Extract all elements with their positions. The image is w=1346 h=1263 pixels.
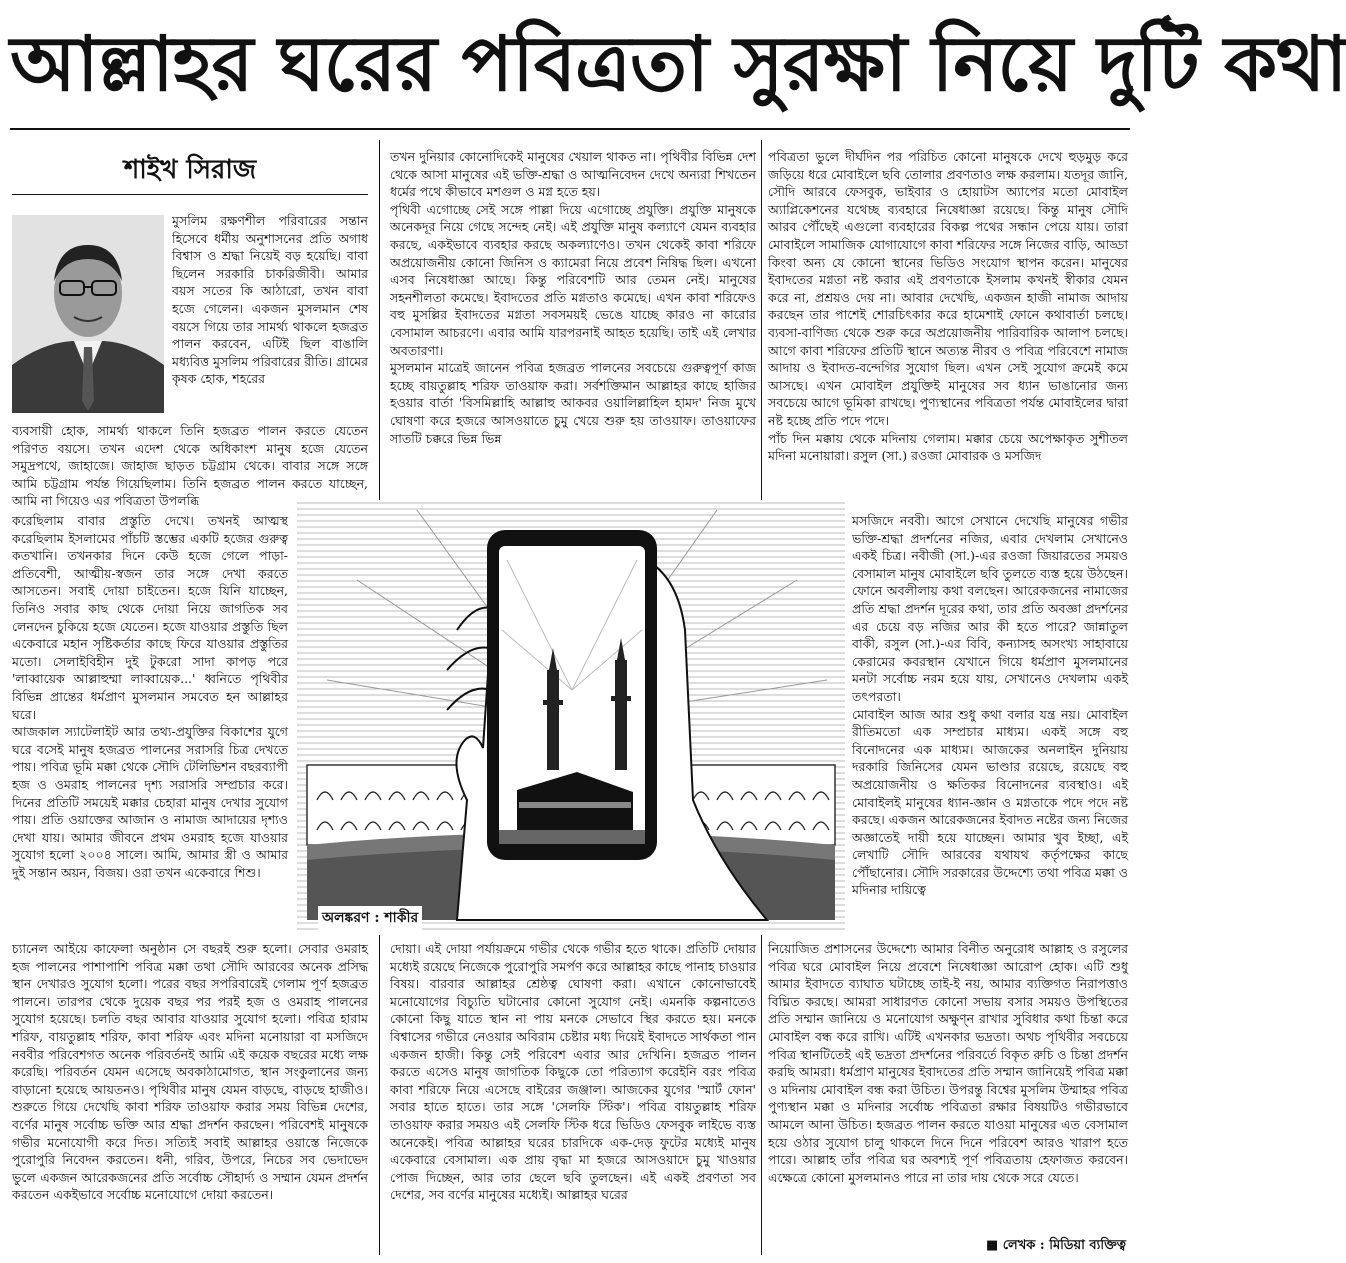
- byline-rule: [12, 194, 368, 195]
- col3-bottom: নিয়োজিত প্রশাসনের উদ্দেশ্যে আমার বিনীত অনুরোধ আল্লাহ ও রসুলের পবিত্র ঘরে মোবাইল নিয়ে প্রবেশে নিষেধাজ্ঞা আরোপ হোক। এটি শুধু আমার ইবাদতে ব্যাঘাত ঘটাচ্ছে তাই-ই নয়, আমার ব্যক্তিগত নিরাপত্তাও বিঘ্নিত করছে। আমরা সাধারণত কোনো সভায় বসার সময়ও উপস্থিতের প্রতি সম্মান জানিয়ে ও মনোযোগ অক্ষুণ্ন রাখার সুবিধার কথা চিন্তা করে মোবাইল বন্ধ করে রাখি। এটিই এখনকার ভদ্রতা। অথচ পৃথিবীর সবচেয়ে পবিত্র স্থানটিতেই এই ভদ্রতা প্রদর্শনের পরিবর্তে বিকৃত রুচি ও চিন্তা প্রদর্শন করছি আমরা। ধর্মপ্রাণ মানুষের ইবাদতের প্রতি সম্মান জানিয়েই পবিত্র মক্কা ও মদিনায় মোবাইল বন্ধ করা উচিত। উপরন্তু বিশ্বের মুসলিম উম্মাহর পবিত্র পুণ্যস্থান মক্কা ও মদিনার সর্বোচ্চ পবিত্রতা রক্ষার বিষয়টিও গভীরভাবে আমলে আনা উচিত। হজব্রত পালন করতে যাওয়া মানুষের এত বেসামাল হয়ে ওঠার সুযোগ চালু থাকলে দিনে দিনে পরিবেশ আরও খারাপ হতে পারে। আল্লাহ তাঁর পবিত্র ঘর অবশ্যই পূর্ণ পবিত্রতায় হেফাজত করবেন। এক্ষেত্রে কোনো মুসলমানও পারে না তার দায় থেকে সরে যেতে।: [768, 941, 1128, 1185]
- author-photo: [12, 215, 164, 413]
- paragraph: করেছিলাম বাবার প্রস্তুতি দেখে। তখনই আত্মস্থ করেছিলাম ইসলামের পাঁচটি স্তম্ভের একটি হজের গুরুত্ব কতখানি। তখনকার দিনে কেউ হজে গেলে পাড়া-প্রতিবেশী, আত্মীয়-স্বজন তার সঙ্গে দেখা করতে আসতেন। সবাই দোয়া চাইতেন। হজে যিনি যাচ্ছেন, তিনিও সবার কাছ থেকে দোয়া নিয়ে জাগতিক সব লেনদেন চুকিয়ে হজে যেতেন। হজে যাওয়ার প্রস্তুতি ছিল একেবারে মহান সৃষ্টিকর্তার কাছে ফিরে যাওয়ার প্রস্তুতির মতো। সেলাইবিহীন দুই টুকরো সাদা কাপড় পরে 'লাব্বায়েক আল্লাহুম্মা লাব্বায়েক...' ধ্বনিতে পৃথিবীর বিভিন্ন প্রান্তের ধর্মপ্রাণ মুসলমান সমবেত হন আল্লাহর ঘরে।: [12, 513, 288, 722]
- byline: শাইখ সিরাজ: [123, 155, 257, 185]
- headline: আল্লাহর ঘরের পবিত্রতা সুরক্ষা নিয়ে দুটি কথা: [10, 19, 1346, 108]
- col2-top: [390, 148, 756, 500]
- paragraph: পৃথিবী এগোচ্ছে সেই সঙ্গে পাল্লা দিয়ে এগোচ্ছে প্রযুক্তি। প্রযুক্তি মানুষকে অনেকদূর নিয়ে গেছে সন্দেহ নেই। এই প্রযুক্তি মানুষ কল্যাণে যেমন ব্যবহার করছে, একইভাবে ব্যবহার করছে অকল্যাণেও। তখন থেকেই কাবা শরিফে অপ্রয়োজনীয় কোনো জিনিস ও ক্যামেরা নিয়ে প্রবেশ নিষিদ্ধ ছিল। এখনো এসব নিষেধাজ্ঞা আছে। কিন্তু পরিবেশটি আর তেমন নেই। মানুষের সহনশীলতা কমেছে। ইবাদতের প্রতি মগ্নতাও কমেছে। এখন কাবা শরিফেও বহু মুসল্লির ইবাদতের মগ্নতা সবসময়ই ভেঙে যাচ্ছে কারও না কারোর বেসামাল আচরণে। এবার আমি যারপরনাই আহত হয়েছি। তাই এই লেখার অবতারণা।: [390, 201, 756, 358]
- headline-rule: [10, 128, 1130, 130]
- paragraph: মসজিদে নববী। আগে সেখানে দেখেছি মানুষের গভীর ভক্তি-শ্রদ্ধা প্রদর্শনের নজির, এবার দেখলাম সেখানেও একই চিত্র। নবীজী (সা.)-এর রওজা জিয়ারতের সময়ও বেসামাল মানুষ মোবাইলে ছবি তুলতে ব্যস্ত হয়ে উঠছেন। ফোনে অবলীলায় কথা বলছেন। আরেকজনের নামাজের প্রতি শ্রদ্ধা প্রদর্শন দূরের কথা, তার প্রতি অবজ্ঞা প্রদর্শনের এর চেয়ে বড় নজির আর কী হতে পারে? জান্নাতুল বাকী, রসুল (সা.)-এর বিবি, কন্যাসহ অসংখ্য সাহাবায়ে কেরামের কবরস্থান যেখানে গিয়ে ধর্মপ্রাণ মুসলমানের মনটা সর্বোচ্চ নরম হয়ে যায়, সেখানেও দেখলাম একই তৎপরতা।: [852, 513, 1128, 704]
- col3-right-of-image: [852, 512, 1128, 932]
- illustration-phone-kaaba: [297, 500, 845, 932]
- column-rule: [379, 935, 380, 1255]
- col1-bottom: চ্যানেল আইয়ে কাফেলা অনুষ্ঠান সে বছরই শুরু হলো। সেবার ওমরাহ হজ পালনের পাশাপাশি পবিত্র মক্কা তথা সৌদি আরবের অনেক প্রসিদ্ধ স্থান দেখারও সুযোগ হলো। পরের বছর সপরিবারেই গেলাম পূর্ণ হজব্রত পালনে। তারপর থেকে দুয়েক বছর পর পরই হজ ও ওমরাহ পালনের সুযোগ হয়েছে। চলতি বছর আবার যাওয়ার সুযোগ হলো। পবিত্র হারাম শরিফ, বায়তুল্লাহ শরিফ, কাবা শরিফ এবং মদিনা মনোয়ারা বা মসজিদে নববীর পরিবেশগত অনেক পরিবর্তনই আমি এই কয়েক বছরের মধ্যে লক্ষ করেছি। পরিবর্তন যেমন এসেছে অবকাঠামোগত, স্থান সংকুলানের জন্য বাড়ানো হয়েছে আয়তনও। পৃথিবীর মানুষ যেমন বাড়ছে, বাড়ছে হাজীও। শুরুতে গিয়ে দেখেছি কাবা শরিফ তাওয়াফ করার সময় বিভিন্ন দেশের, বর্ণের মানুষ সর্বোচ্চ ভক্তি আর শ্রদ্ধা প্রদর্শন করছেন। পরিবেশই মানুষকে গভীর মনোযোগী করে দিত। সত্যিই সবাই আল্লাহর ওয়াস্তে নিজেকে পুরোপুরি নিবেদন করতেন। ধনী, গরিব, উপরে, নিচের সব ভেদাভেদ ভুলে একজন আরেকজনের প্রতি সর্বোচ্চ সৌহার্দ্য ও সম্মান যেমন প্রদর্শন করতেন একইভাবে সর্বোচ্চ মনোযোগে দোয়া করতেন।: [12, 941, 368, 1203]
- illustration-caption: অলঙ্করণ : শাকীর: [318, 906, 422, 930]
- column-rule: [379, 140, 380, 500]
- column-rule: [761, 935, 762, 1255]
- paragraph: মুসলমান মাত্রেই জানেন পবিত্র হজব্রত পালনের সবচেয়ে গুরুত্বপূর্ণ কাজ হচ্ছে বায়তুল্লাহ শরিফ তাওয়াফ করা। সর্বশক্তিমান আল্লাহর কাছে হাজির হওয়ার বার্তা 'বিসমিল্লাহি আল্লাহু আকবর ওয়ালিল্লাহিল হামদ' নিজ মুখে ঘোষণা করে হজরে আসওয়াতে চুমু খেয়ে শুরু হয় তাওয়াফ। তাওয়াফের সাতটি চক্করে ভিন্ন ভিন্ন: [390, 360, 756, 446]
- col1-full-width: ব্যবসায়ী হোক, সামর্থ্য থাকলে তিনি হজব্রত পালন করতে যেতেন পরিণত বয়সে। তখন এদেশ থেকে অধিকাংশ মানুষ হজে যেতেন সমুদ্রপথে, জাহাজে। জাহাজ ছাড়ত চট্টগ্রাম থেকে। বাবার সঙ্গে সঙ্গে আমি চট্টগ্রাম পর্যন্ত গিয়েছিলাম। তিনি হজব্রত পালন করতে যাচ্ছেন, আমি না গিয়েও এর পবিত্রতা উপলব্ধি: [12, 423, 368, 509]
- col1-beside-photo: মুসলিম রক্ষণশীল পরিবারের সন্তান হিসেবে ধর্মীয় অনুশাসনের প্রতি অগাধ বিশ্বাস ও শ্রদ্ধা নিয়েই বড় হয়েছি। বাবা ছিলেন সরকারি চাকরিজীবী। আমার বয়স সতের কি আঠারো, তখন বাবা হজে গেলেন। একজন মুসলমান শেষ বয়সে গিয়ে তার সামর্থ্য থাকলে হজব্রত পালন করবেন, এটিই ছিল বাঙালি মধ্যবিত্ত মুসলিম পরিবারের রীতি। গ্রামের কৃষক হোক, শহরের: [172, 213, 368, 387]
- column-rule: [761, 140, 762, 500]
- col3-top: [768, 148, 1128, 500]
- col2-bottom: দোয়া। এই দোয়া পর্যায়ক্রমে গভীর থেকে গভীর হতে থাকে। প্রতিটি দোয়ার মধ্যেই রয়েছে নিজেকে পুরোপুরি সমর্পণ করে আল্লাহর কাছে পানাহ চাওয়ার বিষয়। বারবার আল্লাহর শ্রেষ্ঠত্ব ঘোষণা করা। এখানে কোনোভাবেই মনোযোগের বিচ্যুতি ঘটানোর কোনো সুযোগ নেই। এমনকি কল্পনাতেও কোনো কিছু যাতে স্থান না পায় মনকে সেভাবে স্থির করতে হয়। মনকে বিশ্বাসের গভীরে নেওয়ার অবিরাম চেষ্টার মধ্য দিয়েই ইবাদতে সার্থকতা পান একজন হাজী। কিন্তু সেই পরিবেশ এবার আর দেখিনি। হজব্রত পালন করতে এসেও মানুষ জাগতিক কিছুকে তো পরিত্যাগ করেইনি বরং পবিত্র কাবা শরিফে নিয়ে এসেছে বাইরের জঞ্জাল। আজকের যুগের 'স্মার্ট ফোন' সবার হাতে হাতে। তার সঙ্গে 'সেলফি স্টিক'। পবিত্র বায়তুল্লাহ শরিফ তাওয়াফ করার সময়ও এই সেলফি স্টিক ধরে ভিডিও ফেসবুক লাইভে ব্যস্ত অনেকেই। পবিত্র আল্লাহর ঘরের চারদিকে এক-দেড় ফুটের মধ্যেই মানুষ একেবারে বেসামাল। এক প্রায় বৃদ্ধা মা হজরে আসওয়াদে চুমু খাওয়ার পোজ দিচ্ছেন, আর তার ছেলে ছবি তুলছেন। এই একই প্রবণতা সব দেশের, সব বর্ণের মানুষের মধ্যেই। আল্লাহর ঘরের: [390, 941, 756, 1203]
- paragraph: পাঁচ দিন মক্কায় থেকে মদিনায় গেলাম। মক্কার চেয়ে অপেক্ষাকৃত সুশীতল মদিনা মনোয়ারা। রসুল (সা.) রওজা মোবারক ও মসজিদ: [768, 430, 1128, 464]
- paragraph: মোবাইল আজ আর শুধু কথা বলার যন্ত্র নয়। মোবাইল রীতিমতো এক সম্প্রচার মাধ্যম। একই সঙ্গে বহু বিনোদনের এক মাধ্যম। আজকের অনলাইন দুনিয়ায় দরকারি জিনিসের যেমন ভাণ্ডার রয়েছে, রয়েছে বহু অপ্রয়োজনীয় ও ক্ষতিকর বিনোদনের ব্যবস্থাও। এই মোবাইলই মানুষের ধ্যান-জ্ঞান ও মগ্নতাকে পদে পদে নষ্ট করছে। একজন আরেকজনের ইবাদত নষ্টের জন্য নিজের অজ্ঞাতেই দায়ী হয়ে যাচ্ছেন। আমার খুব ইচ্ছা, এই লেখাটি সৌদি আরবের যথাযথ কর্তৃপক্ষের কাছে পৌঁছানোর। সৌদি সরকারের উদ্দেশ্যে তথা পবিত্র মক্কা ও মদিনার দায়িত্বে: [852, 706, 1128, 898]
- paragraph: পবিত্রতা ভুলে দীর্ঘদিন পর পরিচিত কোনো মানুষকে দেখে হুড়মুড় করে জড়িয়ে ধরে মোবাইলে ছবি তোলার প্রবণতাও লক্ষ করলাম। যতদূর জানি, সৌদি আরবে ফেসবুক, ভাইবার ও হোয়াটস অ্যাপের মতো মোবাইল অ্যাপ্লিকেশনের যথেচ্ছ ব্যবহারে নিষেধাজ্ঞা রয়েছে। কিন্তু মানুষ সৌদি আরব পৌঁছেই এগুলো ব্যবহারের বিকল্প পথের সন্ধান পেয়ে যায়। তারা মোবাইলে সামাজিক যোগাযোগে কাবা শরিফের সঙ্গে নিজের বাড়ি, আড্ডা কিংবা অন্য যে কোনো স্থানের ভিডিও সংযোগ স্থাপন করেন। মানুষের ইবাদতের মগ্নতা নষ্ট করার এই প্রবণতাকে ইসলাম কখনই স্বীকার যেমন করে না, প্রশ্রয়ও দেয় না। আবার দেখেছি, একজন হাজী নামাজ আদায় করছেন তার পাশেই শোরচিৎকার করে হামেশাই ফোনে কথাবার্তা চলছে। ব্যবসা-বাণিজ্য থেকে শুরু করে অপ্রয়োজনীয় পারিবারিক আলাপ চলছে। আগে কাবা শরিফের প্রতিটি স্থানে অত্যন্ত নীরব ও পবিত্র পরিবেশে নামাজ আদায় ও ইবাদত-বন্দেগির সুযোগ ছিল। এখন সেই সুযোগ ক্রমেই কমে আসছে। এখন মোবাইল প্রযুক্তিই মানুষের সব ধ্যান ভাঙানোর জন্য সবচেয়ে আগে ভূমিকা রাখছে। পুণ্যস্থানের পবিত্রতা পর্যন্ত মোবাইলের দ্বারা নষ্ট হচ্ছে প্রতি পদে পদে।: [768, 149, 1128, 428]
- paragraph: আজকাল স্যাটেলাইট আর তথ্য-প্রযুক্তির বিকাশের যুগে ঘরে বসেই মানুষ হজব্রত পালনের সরাসরি চিত্র দেখতে পায়। পবিত্র ভূমি মক্কা থেকে সৌদি টেলিভিশন বছরব্যাপী হজ ও ওমরাহ পালনের দৃশ্য সরাসরি সম্প্রচার করে। দিনের প্রতিটি সময়েই মক্কার চেহারা মানুষ দেখার সুযোগ পায়। প্রতি ওয়াক্তের আজান ও নামাজ আদায়ের দৃশ্যও দেখা যায়। আমার জীবনে প্রথম ওমরাহ হজে যাওয়ার সুযোগ হলো ২০০৪ সালে। আমি, আমার স্ত্রী ও আমার দুই সন্তান অয়ন, বিজয়। ওরা তখন একেবারে শিশু।: [12, 724, 288, 880]
- paragraph: তখন দুনিয়ার কোনোদিকেই মানুষের খেয়াল থাকত না। পৃথিবীর বিভিন্ন দেশ থেকে আসা মানুষের এই ভক্তি-শ্রদ্ধা ও আত্মনিবেদন দেখে অন্যরা শিখতেন ধর্মের পথে কীভাবে মশগুল ও মগ্ন হতে হয়।: [390, 149, 756, 200]
- col1-left-of-image: [12, 512, 288, 920]
- author-signature: ■ লেখক : মিডিয়া ব্যক্তিত্ব: [985, 1238, 1126, 1253]
